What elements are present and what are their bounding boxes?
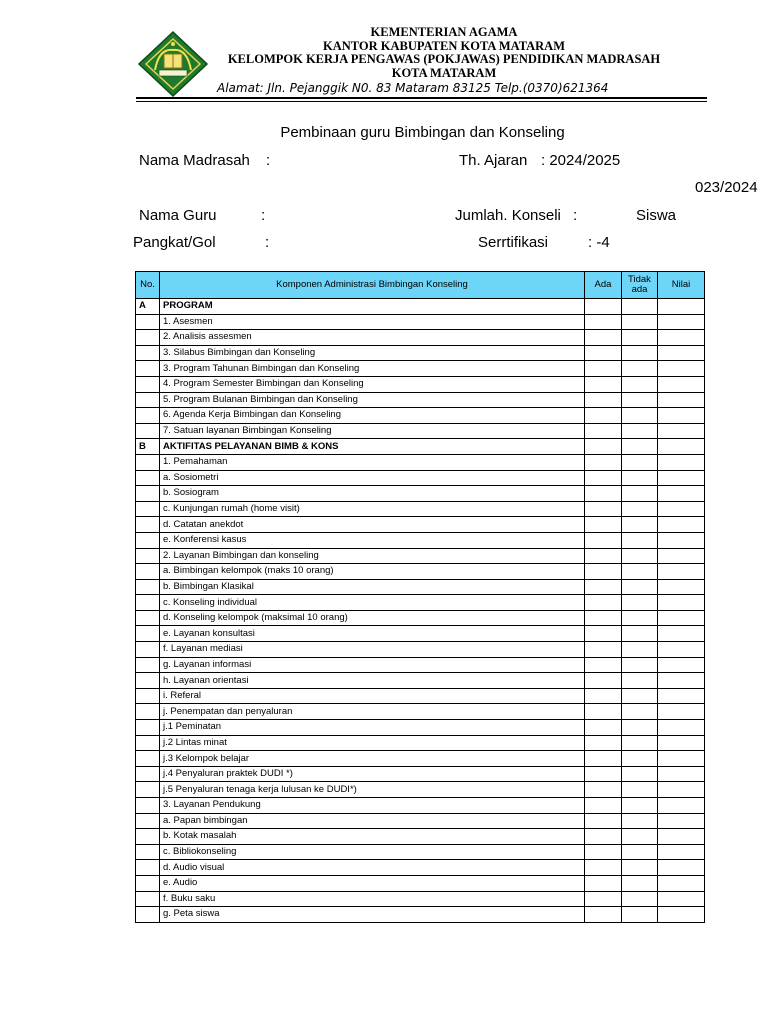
letterhead-line-1: KEMENTERIAN AGAMA	[370, 25, 518, 39]
row-item: a. Papan bimbingan	[160, 813, 585, 829]
row-nilai-cell[interactable]	[658, 454, 705, 470]
field-colon-pangkat: :	[265, 234, 270, 251]
row-ada-cell[interactable]	[585, 688, 622, 704]
row-item: g. Peta siswa	[160, 907, 585, 923]
table-row	[136, 860, 705, 876]
row-no	[136, 392, 160, 408]
table-row	[136, 517, 705, 533]
row-ada-cell[interactable]	[585, 798, 622, 814]
field-label-pangkat: Pangkat/Gol	[133, 234, 216, 251]
document-title: Pembinaan guru Bimbingan dan Konseling	[280, 124, 565, 141]
row-ada-cell[interactable]	[585, 314, 622, 330]
row-nilai-cell[interactable]	[658, 782, 705, 798]
letterhead-line-3: KELOMPOK KERJA PENGAWAS (POKJAWAS) PENDIDIKAN MADRASAH	[227, 52, 661, 66]
row-no	[136, 798, 160, 814]
table-row	[136, 907, 705, 923]
table-row	[136, 345, 705, 361]
row-tidak-ada-cell[interactable]	[622, 642, 658, 658]
row-tidak-ada-cell[interactable]	[622, 673, 658, 689]
field-colon-nama-madrasah: :	[266, 152, 271, 169]
row-item: 1. Asesmen	[160, 314, 585, 330]
row-nilai-cell[interactable]	[658, 423, 705, 439]
row-no: A	[136, 299, 160, 315]
table-section-row	[136, 299, 705, 315]
table-row	[136, 423, 705, 439]
table-row	[136, 844, 705, 860]
row-item: b. Kotak masalah	[160, 829, 585, 845]
header-no: No.	[136, 272, 160, 299]
row-no	[136, 486, 160, 502]
row-no	[136, 782, 160, 798]
row-item: d. Audio visual	[160, 860, 585, 876]
header-tidak-ada	[622, 272, 658, 299]
row-ada-cell[interactable]	[585, 532, 622, 548]
row-no	[136, 532, 160, 548]
row-nilai-cell[interactable]	[658, 813, 705, 829]
row-ada-cell[interactable]	[585, 439, 622, 455]
row-ada-cell[interactable]	[585, 299, 622, 315]
row-ada-cell[interactable]	[585, 345, 622, 361]
row-no	[136, 517, 160, 533]
row-ada-cell[interactable]	[585, 829, 622, 845]
row-ada-cell[interactable]	[585, 548, 622, 564]
header-tidak-ada-line2: ada	[631, 284, 648, 295]
row-no	[136, 501, 160, 517]
row-ada-cell[interactable]	[585, 766, 622, 782]
field-label-jumlah-konseli: Jumlah. Konseli	[455, 207, 561, 224]
row-tidak-ada-cell[interactable]	[622, 439, 658, 455]
row-ada-cell[interactable]	[585, 813, 622, 829]
row-ada-cell[interactable]	[585, 579, 622, 595]
row-tidak-ada-cell[interactable]	[622, 486, 658, 502]
row-tidak-ada-cell[interactable]	[622, 844, 658, 860]
table-row	[136, 330, 705, 346]
row-item: j.2 Lintas minat	[160, 735, 585, 751]
table-row	[136, 875, 705, 891]
row-tidak-ada-cell[interactable]	[622, 345, 658, 361]
table-row	[136, 454, 705, 470]
row-item: a. Bimbingan kelompok (maks 10 orang)	[160, 564, 585, 580]
row-nilai-cell[interactable]	[658, 844, 705, 860]
row-item: 6. Agenda Kerja Bimbingan dan Konseling	[160, 408, 585, 424]
row-tidak-ada-cell[interactable]	[622, 376, 658, 392]
row-item: j. Penempatan dan penyaluran	[160, 704, 585, 720]
header-komponen: Komponen Administrasi Bimbingan Konseling	[160, 272, 585, 299]
row-tidak-ada-cell[interactable]	[622, 829, 658, 845]
field-colon-jumlah-konseli: :	[573, 207, 578, 224]
row-ada-cell[interactable]	[585, 844, 622, 860]
row-item: f. Buku saku	[160, 891, 585, 907]
row-nilai-cell[interactable]	[658, 486, 705, 502]
field-colon-nama-guru: :	[261, 207, 266, 224]
row-ada-cell[interactable]	[585, 720, 622, 736]
table-row	[136, 704, 705, 720]
row-no	[136, 704, 160, 720]
row-tidak-ada-cell[interactable]	[622, 782, 658, 798]
row-nilai-cell[interactable]	[658, 766, 705, 782]
row-nilai-cell[interactable]	[658, 907, 705, 923]
row-tidak-ada-cell[interactable]	[622, 361, 658, 377]
row-no	[136, 408, 160, 424]
row-ada-cell[interactable]	[585, 595, 622, 611]
table-row	[136, 579, 705, 595]
row-tidak-ada-cell[interactable]	[622, 610, 658, 626]
row-nilai-cell[interactable]	[658, 361, 705, 377]
header-tidak-ada-line1: Tidak	[628, 274, 651, 285]
row-nilai-cell[interactable]	[658, 532, 705, 548]
field-label-nama-guru: Nama Guru	[139, 207, 217, 224]
row-no	[136, 361, 160, 377]
row-ada-cell[interactable]	[585, 376, 622, 392]
row-no	[136, 564, 160, 580]
row-no	[136, 891, 160, 907]
row-item: 7. Satuan layanan Bimbingan Konseling	[160, 423, 585, 439]
row-item: 2. Layanan Bimbingan dan konseling	[160, 548, 585, 564]
row-no	[136, 423, 160, 439]
row-tidak-ada-cell[interactable]	[622, 579, 658, 595]
row-tidak-ada-cell[interactable]	[622, 470, 658, 486]
row-nilai-cell[interactable]	[658, 439, 705, 455]
field-label-sertifikasi: Serrtifikasi	[478, 234, 549, 251]
row-nilai-cell[interactable]	[658, 501, 705, 517]
table-row	[136, 470, 705, 486]
row-ada-cell[interactable]	[585, 517, 622, 533]
row-nilai-cell[interactable]	[658, 579, 705, 595]
row-ada-cell[interactable]	[585, 735, 622, 751]
row-no	[136, 610, 160, 626]
table-row	[136, 610, 705, 626]
row-item: j.3 Kelompok belajar	[160, 751, 585, 767]
table-row	[136, 657, 705, 673]
row-item: d. Catatan anekdot	[160, 517, 585, 533]
row-nilai-cell[interactable]	[658, 376, 705, 392]
row-nilai-cell[interactable]	[658, 408, 705, 424]
table-row	[136, 751, 705, 767]
row-no	[136, 875, 160, 891]
row-nilai-cell[interactable]	[658, 860, 705, 876]
row-nilai-cell[interactable]	[658, 610, 705, 626]
row-no	[136, 642, 160, 658]
table-row	[136, 376, 705, 392]
row-item: 3. Layanan Pendukung	[160, 798, 585, 814]
document-number: 023/2024	[695, 179, 758, 196]
table-row	[136, 735, 705, 751]
table-row	[136, 673, 705, 689]
row-no	[136, 735, 160, 751]
row-no	[136, 688, 160, 704]
table-row	[136, 532, 705, 548]
header-ada: Ada	[585, 272, 622, 299]
field-label-th-ajaran: Th. Ajaran	[459, 152, 528, 169]
row-tidak-ada-cell[interactable]	[622, 532, 658, 548]
row-tidak-ada-cell[interactable]	[622, 907, 658, 923]
row-nilai-cell[interactable]	[658, 548, 705, 564]
row-tidak-ada-cell[interactable]	[622, 454, 658, 470]
table-row	[136, 361, 705, 377]
row-nilai-cell[interactable]	[658, 798, 705, 814]
table-row	[136, 392, 705, 408]
row-item: c. Bibliokonseling	[160, 844, 585, 860]
row-tidak-ada-cell[interactable]	[622, 813, 658, 829]
table-row	[136, 408, 705, 424]
row-no	[136, 626, 160, 642]
row-nilai-cell[interactable]	[658, 657, 705, 673]
row-ada-cell[interactable]	[585, 782, 622, 798]
row-item: 4. Program Semester Bimbingan dan Konseling	[160, 376, 585, 392]
table-row	[136, 813, 705, 829]
row-no	[136, 844, 160, 860]
row-no	[136, 813, 160, 829]
table-section-row	[136, 439, 705, 455]
table-row	[136, 626, 705, 642]
row-no	[136, 314, 160, 330]
table-row	[136, 782, 705, 798]
row-item: b. Sosiogram	[160, 486, 585, 502]
row-item: e. Audio	[160, 875, 585, 891]
row-nilai-cell[interactable]	[658, 875, 705, 891]
row-nilai-cell[interactable]	[658, 517, 705, 533]
row-nilai-cell[interactable]	[658, 673, 705, 689]
row-tidak-ada-cell[interactable]	[622, 299, 658, 315]
row-ada-cell[interactable]	[585, 408, 622, 424]
field-unit-siswa: Siswa	[636, 207, 677, 224]
row-no	[136, 751, 160, 767]
row-tidak-ada-cell[interactable]	[622, 408, 658, 424]
row-ada-cell[interactable]	[585, 610, 622, 626]
row-tidak-ada-cell[interactable]	[622, 392, 658, 408]
row-ada-cell[interactable]	[585, 860, 622, 876]
row-item: 3. Program Tahunan Bimbingan dan Konseling	[160, 361, 585, 377]
row-item: c. Konseling individual	[160, 595, 585, 611]
letterhead-address: Alamat: Jln. Pejanggik N0. 83 Mataram 83125 Telp.(0370)621364	[217, 81, 609, 95]
row-item: PROGRAM	[160, 299, 585, 315]
field-value-sertifikasi: : -4	[588, 234, 610, 251]
row-tidak-ada-cell[interactable]	[622, 720, 658, 736]
header-nilai: Nilai	[658, 272, 705, 299]
table-row	[136, 688, 705, 704]
row-no	[136, 860, 160, 876]
row-tidak-ada-cell[interactable]	[622, 517, 658, 533]
row-ada-cell[interactable]	[585, 454, 622, 470]
row-no	[136, 766, 160, 782]
row-tidak-ada-cell[interactable]	[622, 501, 658, 517]
row-nilai-cell[interactable]	[658, 829, 705, 845]
row-ada-cell[interactable]	[585, 907, 622, 923]
row-no	[136, 330, 160, 346]
row-nilai-cell[interactable]	[658, 314, 705, 330]
row-item: c. Kunjungan rumah (home visit)	[160, 501, 585, 517]
row-item: a. Sosiometri	[160, 470, 585, 486]
row-tidak-ada-cell[interactable]	[622, 688, 658, 704]
row-no	[136, 345, 160, 361]
row-tidak-ada-cell[interactable]	[622, 875, 658, 891]
letterhead-rule-thin	[136, 101, 707, 102]
letterhead-line-2: KANTOR KABUPATEN KOTA MATARAM	[322, 38, 566, 53]
row-ada-cell[interactable]	[585, 423, 622, 439]
row-no	[136, 829, 160, 845]
row-tidak-ada-cell[interactable]	[622, 314, 658, 330]
row-item: f. Layanan mediasi	[160, 642, 585, 658]
row-item: 5. Program Bulanan Bimbingan dan Konseling	[160, 392, 585, 408]
row-item: h. Layanan orientasi	[160, 673, 585, 689]
row-ada-cell[interactable]	[585, 642, 622, 658]
row-tidak-ada-cell[interactable]	[622, 735, 658, 751]
row-item: e. Konferensi kasus	[160, 532, 585, 548]
row-ada-cell[interactable]	[585, 564, 622, 580]
row-nilai-cell[interactable]	[658, 751, 705, 767]
row-item: 1. Pemahaman	[160, 454, 585, 470]
letterhead	[0, 26, 768, 80]
table-row	[136, 891, 705, 907]
row-ada-cell[interactable]	[585, 361, 622, 377]
field-label-nama-madrasah: Nama Madrasah	[139, 152, 250, 169]
row-nilai-cell[interactable]	[658, 704, 705, 720]
row-no	[136, 907, 160, 923]
row-ada-cell[interactable]	[585, 673, 622, 689]
row-item: j.5 Penyaluran tenaga kerja lulusan ke DUDI*)	[160, 782, 585, 798]
row-item: e. Layanan konsultasi	[160, 626, 585, 642]
table-header-row	[136, 272, 705, 299]
row-nilai-cell[interactable]	[658, 626, 705, 642]
row-tidak-ada-cell[interactable]	[622, 548, 658, 564]
row-no: B	[136, 439, 160, 455]
row-nilai-cell[interactable]	[658, 564, 705, 580]
row-ada-cell[interactable]	[585, 751, 622, 767]
field-value-th-ajaran: : 2024/2025	[541, 152, 621, 169]
table-row	[136, 766, 705, 782]
table-row	[136, 314, 705, 330]
row-no	[136, 548, 160, 564]
row-nilai-cell[interactable]	[658, 688, 705, 704]
row-nilai-cell[interactable]	[658, 345, 705, 361]
table-row	[136, 564, 705, 580]
table-row	[136, 595, 705, 611]
row-tidak-ada-cell[interactable]	[622, 860, 658, 876]
row-no	[136, 673, 160, 689]
letterhead-line-4: KOTA MATARAM	[391, 65, 497, 80]
row-ada-cell[interactable]	[585, 392, 622, 408]
row-nilai-cell[interactable]	[658, 720, 705, 736]
table-row	[136, 720, 705, 736]
row-item: 2. Analisis assesmen	[160, 330, 585, 346]
row-tidak-ada-cell[interactable]	[622, 891, 658, 907]
row-ada-cell[interactable]	[585, 501, 622, 517]
table-row	[136, 642, 705, 658]
row-ada-cell[interactable]	[585, 704, 622, 720]
row-ada-cell[interactable]	[585, 330, 622, 346]
table-row	[136, 829, 705, 845]
row-tidak-ada-cell[interactable]	[622, 330, 658, 346]
row-tidak-ada-cell[interactable]	[622, 766, 658, 782]
table-row	[136, 548, 705, 564]
row-tidak-ada-cell[interactable]	[622, 626, 658, 642]
row-tidak-ada-cell[interactable]	[622, 564, 658, 580]
row-nilai-cell[interactable]	[658, 299, 705, 315]
row-item: AKTIFITAS PELAYANAN BIMB & KONS	[160, 439, 585, 455]
row-nilai-cell[interactable]	[658, 735, 705, 751]
row-nilai-cell[interactable]	[658, 470, 705, 486]
row-nilai-cell[interactable]	[658, 595, 705, 611]
row-tidak-ada-cell[interactable]	[622, 704, 658, 720]
row-item: i. Referal	[160, 688, 585, 704]
row-tidak-ada-cell[interactable]	[622, 798, 658, 814]
checklist-body	[136, 299, 705, 923]
row-tidak-ada-cell[interactable]	[622, 657, 658, 673]
table-row	[136, 798, 705, 814]
row-ada-cell[interactable]	[585, 875, 622, 891]
row-no	[136, 657, 160, 673]
row-nilai-cell[interactable]	[658, 642, 705, 658]
row-no	[136, 579, 160, 595]
checklist-table	[135, 271, 705, 923]
row-item: 3. Silabus Bimbingan dan Konseling	[160, 345, 585, 361]
row-nilai-cell[interactable]	[658, 330, 705, 346]
table-row	[136, 501, 705, 517]
row-ada-cell[interactable]	[585, 657, 622, 673]
row-no	[136, 720, 160, 736]
row-ada-cell[interactable]	[585, 486, 622, 502]
row-no	[136, 595, 160, 611]
row-item: d. Konseling kelompok (maksimal 10 orang)	[160, 610, 585, 626]
row-tidak-ada-cell[interactable]	[622, 595, 658, 611]
table-row	[136, 486, 705, 502]
row-tidak-ada-cell[interactable]	[622, 423, 658, 439]
row-item: g. Layanan informasi	[160, 657, 585, 673]
row-ada-cell[interactable]	[585, 470, 622, 486]
row-ada-cell[interactable]	[585, 626, 622, 642]
row-nilai-cell[interactable]	[658, 891, 705, 907]
letterhead-rule-thick	[136, 97, 707, 99]
row-item: j.4 Penyaluran praktek DUDI *)	[160, 766, 585, 782]
row-no	[136, 454, 160, 470]
row-no	[136, 376, 160, 392]
row-ada-cell[interactable]	[585, 891, 622, 907]
row-no	[136, 470, 160, 486]
row-tidak-ada-cell[interactable]	[622, 751, 658, 767]
row-item: j.1 Peminatan	[160, 720, 585, 736]
row-item: b. Bimbingan Klasikal	[160, 579, 585, 595]
row-nilai-cell[interactable]	[658, 392, 705, 408]
